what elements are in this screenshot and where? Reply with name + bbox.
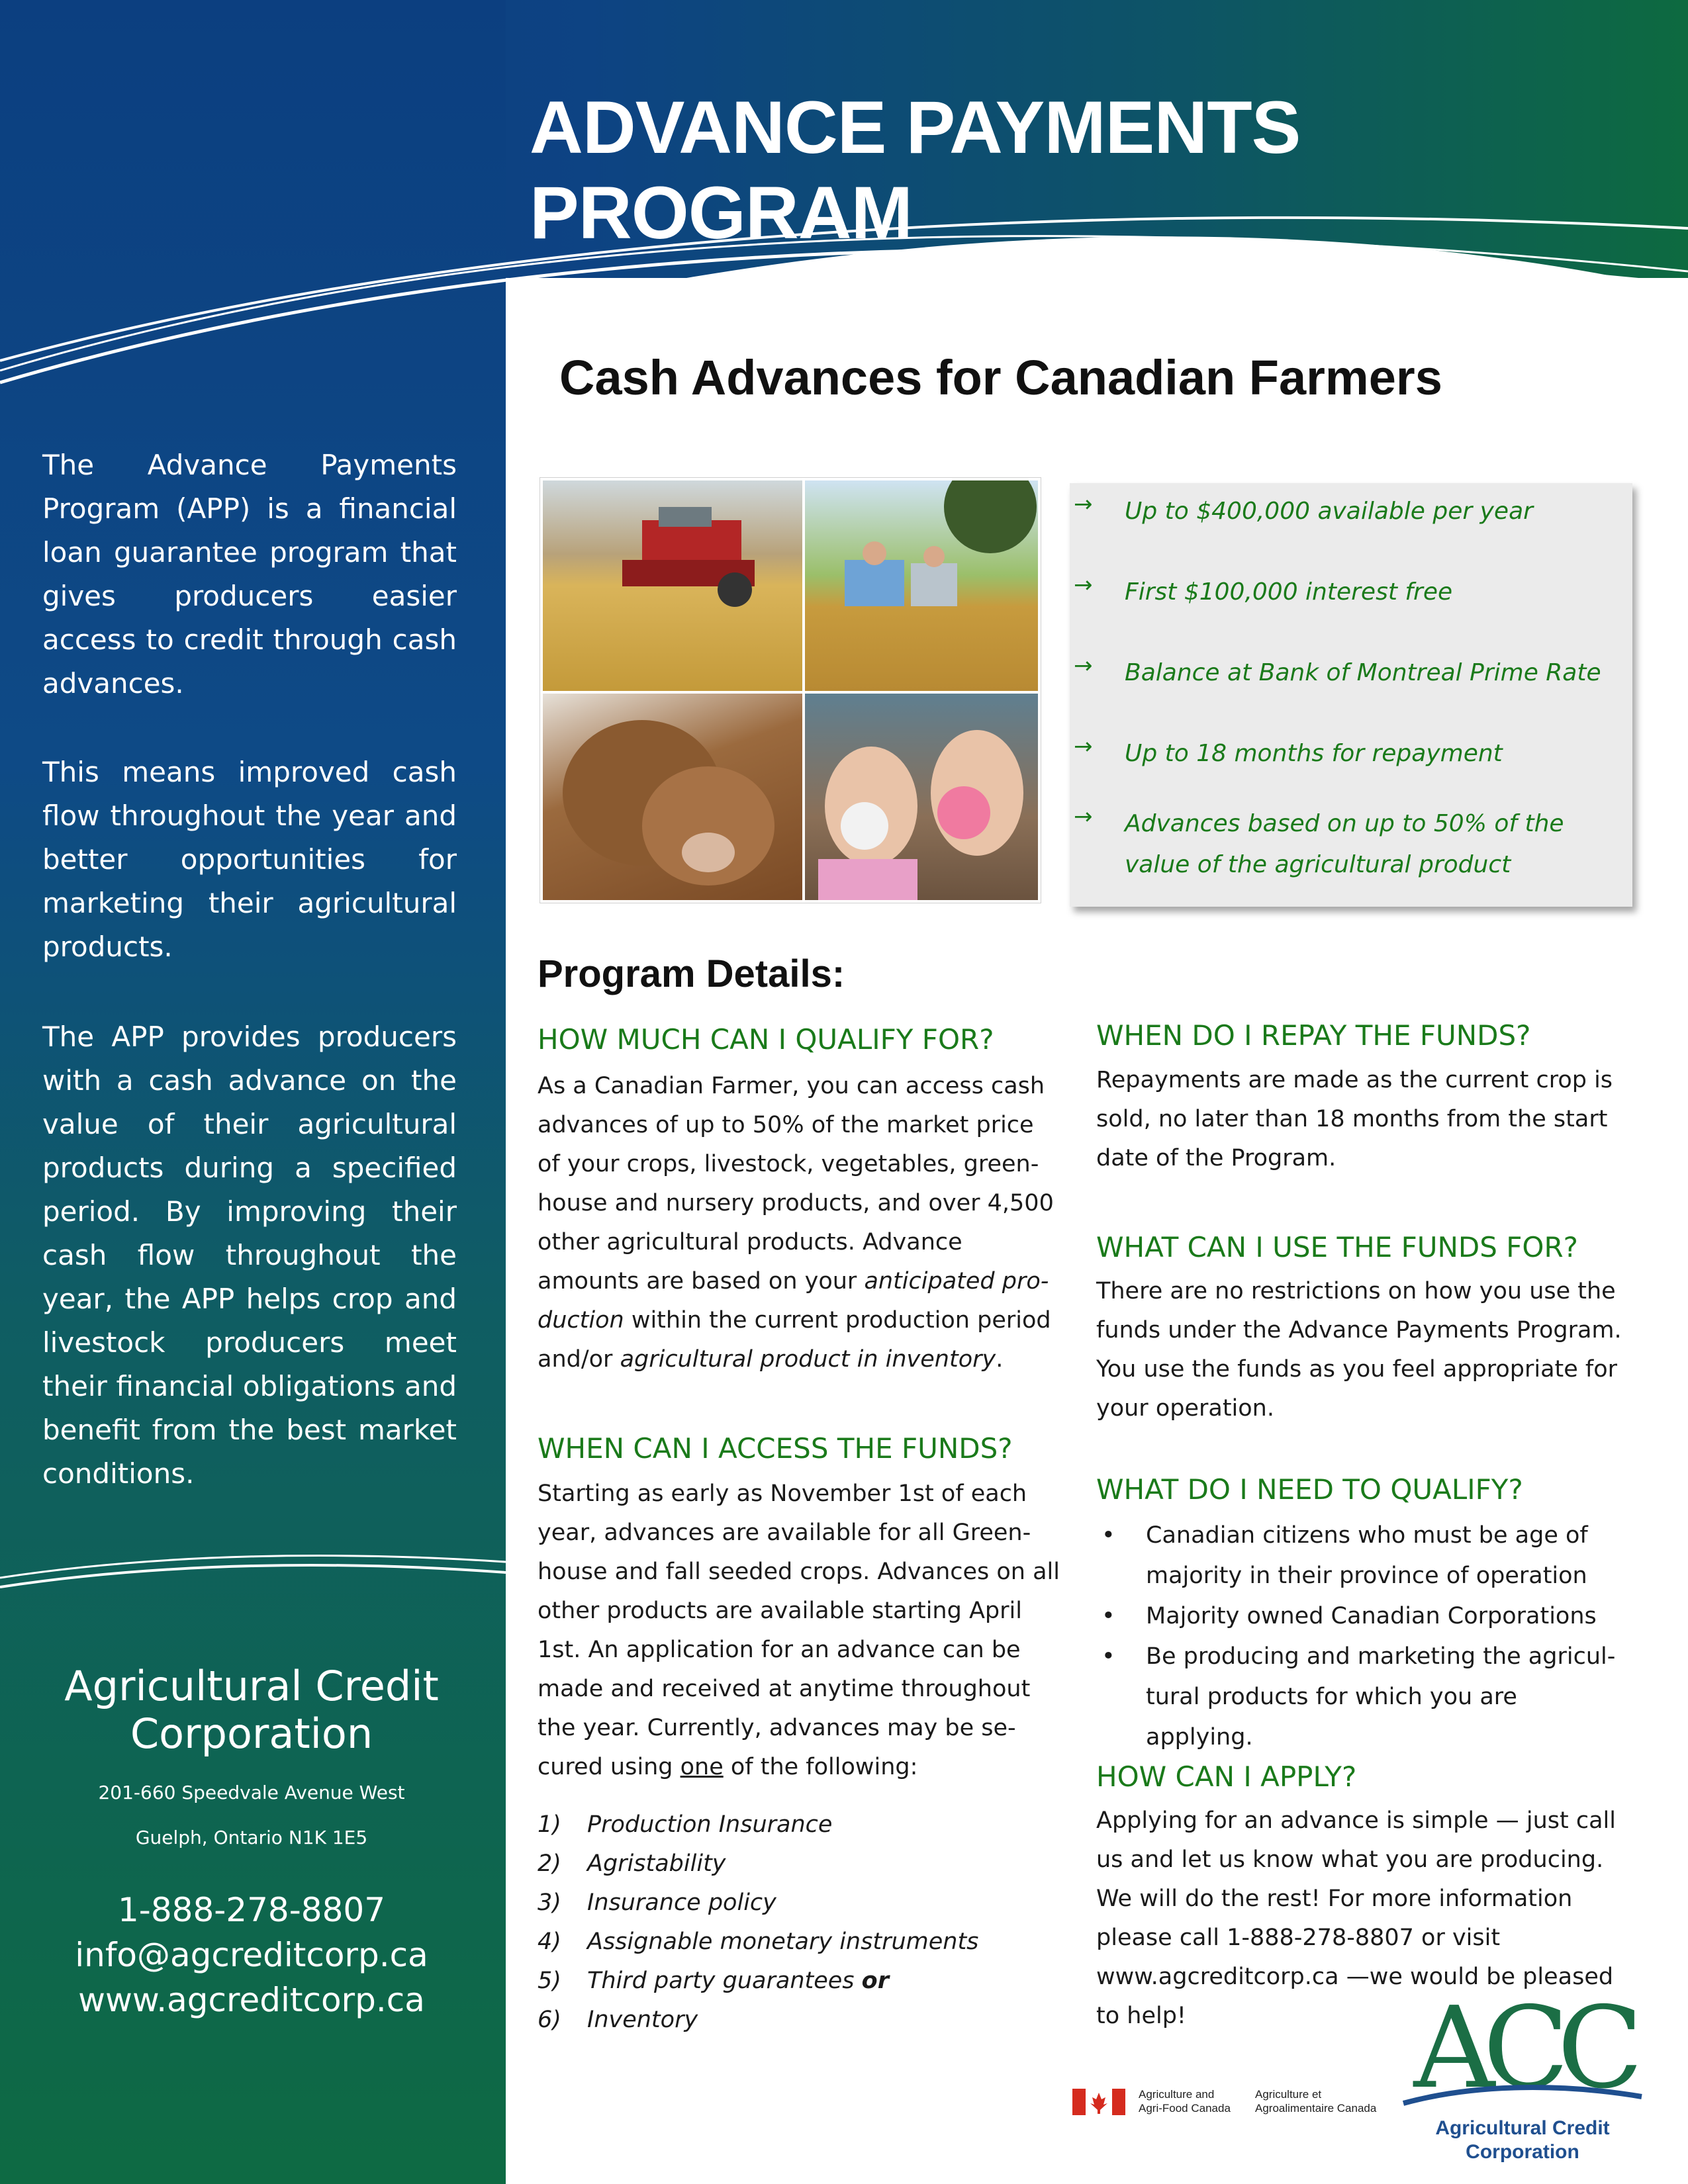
highlight-text: Balance at Bank of Montreal Prime Rate [1125,659,1601,686]
acc-logo [1397,1983,1648,2171]
girls-with-flowers-photo [805,694,1038,900]
access-funds-text: Starting as early as November 1st of each year, advances are available for all Green-house and fall seeded crops. Advances on all other products are available starting April 1st. An application for an advance can be made and received at anytime throughout the year. Currently, advances may be se-cured using one of the following: [538,1480,1060,1780]
address-line2: Guelph, Ontario N1K 1E5 [135,1827,368,1848]
qualify-needs-list [1096,1516,1626,1758]
cow-and-calf-photo [543,694,802,900]
acc-logo-letters: ACC [1413,1983,1632,2114]
list-item: 4) Assignable monetary instruments [538,1929,979,1955]
bullet-item: • Majority owned Canadian Corporations [1096,1596,1626,1637]
program-details-heading: Program Details: [538,952,845,995]
aafc-signature [1072,2087,1403,2123]
logo-swoosh-icon [1397,2077,1648,2116]
highlights-box [1070,483,1632,907]
bullet-icon: • [1102,1522,1115,1549]
website-link[interactable]: www.agcreditcorp.ca [78,1981,425,2019]
use-funds-heading: WHAT CAN I USE THE FUNDS FOR? [1096,1231,1578,1263]
organization-name [26,1662,477,1758]
arrow-right-icon: → [1074,803,1093,830]
bullet-item: • Be producing and marketing the agricul-tural products for which you are applying. [1096,1637,1626,1758]
access-funds-heading: WHEN CAN I ACCESS THE FUNDS? [538,1432,1013,1465]
arrow-right-icon: → [1074,733,1093,760]
arrow-right-icon: → [1074,653,1093,679]
combine-harvester-photo [543,480,802,691]
arrow-right-icon: → [1074,572,1093,598]
use-funds-text: There are no restrictions on how you use the funds under the Advance Payments Program. You use the funds as you feel appropriate for your operation. [1096,1278,1622,1422]
highlight-text: Up to 18 months for repayment [1125,740,1503,767]
org-name-line1: Agricultural Credit [64,1662,439,1710]
canada-flag-icon [1072,2089,1125,2115]
acc-logo-text: Agricultural Credit Corporation [1435,2117,1610,2163]
sidebar-intro-paragraph: The Advance Payments Program (APP) is a financial loan guarantee program that gives producers easier access to credit through cash advances. [42,449,457,700]
list-item: 1) Production Insurance [538,1811,833,1838]
aafc-french-name: Agriculture et Agroalimentaire Canada [1255,2088,1377,2115]
qualify-amount-heading: HOW MUCH CAN I QUALIFY FOR? [538,1023,994,1056]
arrow-right-icon: → [1074,491,1093,518]
qualify-needs-heading: WHAT DO I NEED TO QUALIFY? [1096,1473,1523,1506]
email-link[interactable]: info@agcreditcorp.ca [75,1936,428,1974]
list-item: 5) Third party guarantees or [538,1968,889,1994]
subtitle: Cash Advances for Canadian Farmers [559,350,1442,405]
bullet-icon: • [1102,1603,1115,1629]
list-item: 6) Inventory [538,2007,698,2033]
highlight-text: First $100,000 interest free [1125,578,1453,606]
security-options-list [538,1805,1054,2040]
list-item: 2) Agristability [538,1850,726,1877]
sidebar-cashflow-paragraph: This means improved cash flow throughout the year and better opportunities for marketing their agricultural products. [42,756,457,963]
bullet-item: • Canadian citizens who must be age of majority in their province of operation [1096,1516,1626,1596]
aafc-english-name: Agriculture and Agri-Food Canada [1139,2088,1231,2115]
apply-heading: HOW CAN I APPLY? [1096,1760,1357,1793]
bullet-icon: • [1102,1643,1115,1670]
repay-funds-heading: WHEN DO I REPAY THE FUNDS? [1096,1019,1531,1052]
children-on-haybale-photo [805,480,1038,691]
photo-collage [540,478,1041,903]
highlight-text: Advances based on up to 50% of the value of the agricultural product [1125,810,1564,878]
sidebar-benefit-paragraph: The APP provides producers with a cash advance on the value of their agricultural products during a specified period. By improving their cash flow throughout the year, the APP helps crop and livestock producers meet their financial obligations and benefit from the best market conditions. [42,1021,457,1490]
qualify-amount-text: As a Canadian Farmer, you can access cash advances of up to 50% of the market price of your crops, livestock, vegetables, green-house and nursery products, and over 4,500 other agricultural products. Advance amounts are based on your anticipated pro-duction within the current production period and/or agricultural product in inventory. [538,1073,1054,1373]
list-item: 3) Insurance policy [538,1889,776,1916]
contact-block [26,1888,477,2023]
org-name-line2: Corporation [130,1709,373,1758]
page-title: ADVANCE PAYMENTS PROGRAM [530,86,1301,254]
highlight-text: Up to $400,000 available per year [1125,498,1533,525]
repay-funds-text: Repayments are made as the current crop is sold, no later than 18 months from the start date of the Program. [1096,1067,1613,1171]
phone-number[interactable]: 1-888-278-8807 [117,1891,386,1929]
apply-text: Applying for an advance is simple — just call us and let us know what you are producing. We will do the rest! For more information please call 1-888-278-8807 or visit www.agcreditcorp.ca —we would be pleased to help! [1096,1807,1616,2029]
address-line1: 201-660 Speedvale Avenue West [98,1782,405,1803]
